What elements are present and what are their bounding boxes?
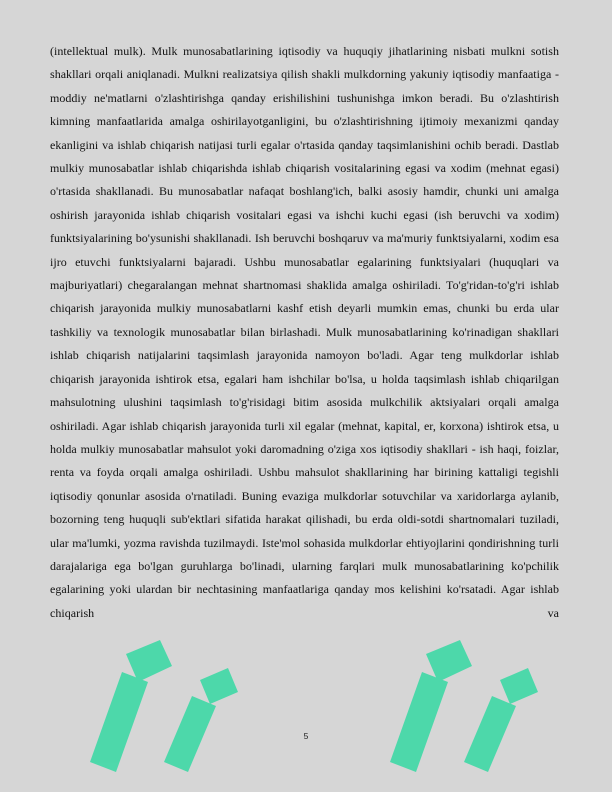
body-paragraph: (intellektual mulk). Mulk munosabatlarining iqtisodiy va huquqiy jihatlarining nisbati mulkni sotish shakllari orqali aniqlanadi. Mulkni realizatsiya qilish shakli mulkdorning yakuniy iqtisodiy manfaatiga - moddiy ne'matlarni o'zlashtirishga qanday erishilishini tushunishga imkon beradi. Bu o'zlashtirish kimning manfaatlarida amalga oshirilayotganligini, bu o'zlashtirishning ijtimoiy mexanizmi qanday ekanligini va ishlab chiqarish natijasi turli egalar o'rtasida qanday taqsimlanishini ochib beradi. Dastlab mulkiy munosabatlar ishlab chiqarishda ishlab chiqarish vositalarining egasi va xodim (mehnat egasi) o'rtasida shakllanadi. Bu munosabatlar nafaqat boshlang'ich, balki asosiy hamdir, chunki uni amalga oshirish jarayonida ishlab chiqarish vositalari egasi va ishchi kuchi egasi (ish beruvchi va xodim) funktsiyalarining bo'ysunishi shakllanadi. Ish beruvchi boshqaruv va ma'muriy funktsiyalarni, xodim esa ijro etuvchi funktsiyalarni bajaradi. Ushbu munosabatlar egalarining funktsiyalari (huquqlari va majburiyatlari) chegaralangan mehnat shartnomasi shaklida amalga oshiriladi. To'g'ridan-to'g'ri ishlab chiqarish jarayonida mulkiy munosabatlarni kashf etish deyarli mumkin emas, chunki bu erda ular tashkiliy va texnologik munosabatlar bilan birlashadi. Mulk munosabatlarining ko'rinadigan shakllari ishlab chiqarish natijalarini taqsimlash jarayonida namoyon bo'ladi. Agar teng mulkdorlar ishlab chiqarish jarayonida ishtirok etsa, egalari ham ishchilar bo'lsa, u holda taqsimlash ishlab chiqarilgan mahsulotning ulushini taqsimlash to'g'risidagi bitim asosida mulkchilik aktsiyalari orqali amalga oshiriladi. Agar ishlab chiqarish jarayonida turli xil egalar (mehnat, kapital, er, korxona) ishtirok etsa, u holda mulkiy munosabatlar mahsulot yoki daromadning o'ziga xos iqtisodiy shakllari - ish haqi, foizlar, renta va foyda orqali amalga oshiriladi. Ushbu mahsulot shakllarining har birining kattaligi tegishli iqtisodiy qonunlar asosida o'rnatiladi. Buning evaziga mulkdorlar sotuvchilar va xaridorlarga aylanib, bozorning teng huquqli sub'ektlari sifatida harakat qilishadi, bu erda oldi-sotdi shartnomalari tuziladi, ular ma'lumki, yozma ravishda tuzilmaydi. Iste'mol sohasida mulkdorlar ehtiyojlarini qondirishning turli darajalariga ega bo'lgan guruhlarga bo'linadi, ularning farqlari mulk munosabatlarining ko'pchilik egalarining yoki ulardan bir nechtasining manfaatlariga qanday mos kelishini ko'rsatadi. Agar ishlab chiqarish va: [50, 44, 559, 620]
watermark-logo: [60, 612, 250, 792]
watermark-logo: [360, 612, 550, 792]
page-number: 5: [303, 731, 309, 741]
